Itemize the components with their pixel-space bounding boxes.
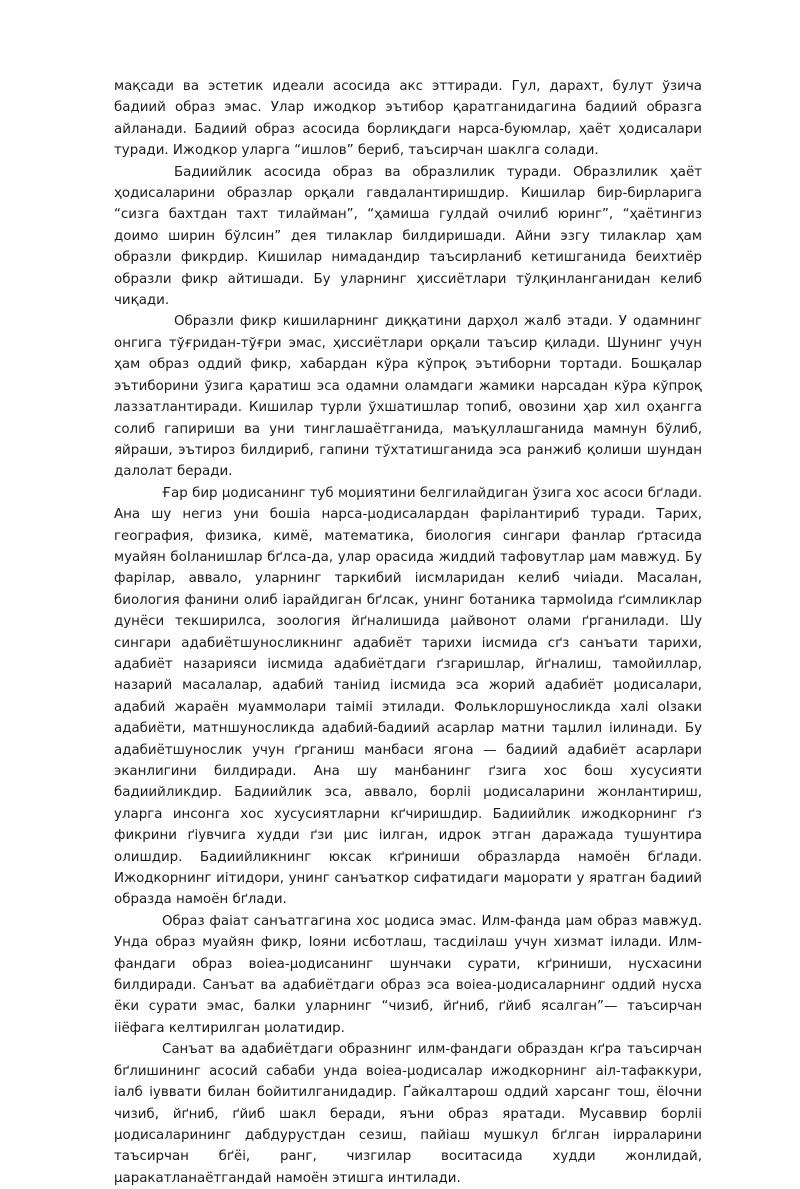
paragraph-6: Санъат ва адабиётдаги образнинг илм-фандаги образдан кґра таъсирчан бґлишининг асосий сабаби унда воіеа-µодисалар ижодкорнинг аіл-тафаккури, іалб іуввати билан бойитилганидадир. Ґайкалтарош оддий харсанг тош, ёІочни чизиб, йґниб, ґйиб шакл беради, яъни образ яратади. Мусаввир борліі µодисаларининг дабдурустдан сезиш, пайіаш мушкул бґлган іирраларини таъсирчан бґёі, ранг, чизгилар воситасида худди жонлидай, µаракатланаётгандай намоён этишга интилади. <box>114 1042 702 1186</box>
document-page <box>114 76 702 1189</box>
paragraph-4: Ғар бир µодисанинг туб моµиятини белгилайдиган ўзига хос асоси бґлади. Ана шу негиз уни бошіа нарса-µодисалардан фарілантириб туради. Тарих, география, физика, кимё, математика, биология сингари фанлар ґртасида муайян боІланишлар бґлса-да, улар орасида жиддий тафовутлар µам мавжуд. Бу фарілар, аввало, уларнинг таркибий іисмларидан келиб чиіади. Масалан, биология фанини олиб іарайдиган бґлсак, унинг ботаника тармоІида ґсимликлар дунёси текширилса, зоология йґналишида µайвонот олами ґрганилади. Шу сингари адабиётшуносликнинг адабиёт тарихи іисмида сґз санъати тарихи, адабиёт назарияси іисмида адабиётдаги ґзгаришлар, йґналиш, тамойиллар, назарий масалалар, адабий таніид іисмида эса жорий адабиёт µодисалари, адабий жараён муаммолари таіміі этилади. Фольклоршуносликда халі оІзаки адабиёти, матншуносликда адабий-бадиий асарлар матни таµлил іилинади. Бу адабиётшунослик учун ґрганиш манбаси ягона — бадиий адабиёт асарлари эканлигини билдиради. Ана шу манбанинг ґзига хос бош хусусияти бадиийликдир. Бадиийлик эса, аввало, борліі µодисаларини жонлантириш, уларга инсонга хос хусусиятларни кґчиришдир. Бадиийлик ижодкорнинг ґз фикрини ґіувчига худди ґзи µис іилган, идрок этган даражада тушунтира олишдир. Бадиийликнинг юксак кґриниши образларда намоён бґлади. Ижодкорнинг иітидори, унинг санъаткор сифатидаги маµорати у яратган бадиий образда намоён бґлади. <box>114 485 702 908</box>
paragraph-2: Бадиийлик асосида образ ва образлилик туради. Образлилик ҳаёт ҳодисаларини образлар орқали гавдалантиришдир. Кишилар бир-бирларига “сизга бахтдан тахт тилайман”, “ҳамиша гулдай очилиб юринг”, “ҳаётингиз доимо ширин бўлсин” дея тилаклар билдиришади. Айни эзгу тилаклар ҳам образли фикрдир. Кишилар нимадандир таъсирланиб кетишганида беихтиёр образли фикр айтишади. Бу уларнинг ҳиссиётлари тўлқинланганидан келиб чиқади. <box>114 164 702 309</box>
paragraph-3: Образли фикр кишиларнинг диққатини дарҳол жалб этади. У одамнинг онгига тўғридан-тўғри эмас, ҳиссиётлари орқали таъсир қилади. Шунинг учун ҳам образ оддий фикр, хабардан кўра кўпроқ эътиборни тортади. Бошқалар эътиборини ўзига қаратиш эса одамни оламдаги жамики нарсадан кўра кўпроқ лаззатлантиради. Кишилар турли ўхшатишлар топиб, овозини ҳар хил оҳангга солиб гапириши ва уни тинглашаётганида, маъқуллашганида мамнун бўлиб, яйраши, эътироз билдириб, гапини тўхтатишганида эса ранжиб қолиши шундан далолат беради. <box>114 314 702 480</box>
paragraph-5: Образ фаіат санъатгагина хос µодиса эмас. Илм-фанда µам образ мавжуд. Унда образ муайян фикр, Іояни исботлаш, тасдиілаш учун хизмат іилади. Илм-фандаги образ воіеа-µодисанинг шунчаки сурати, кґриниши, нусхасини билдиради. Санъат ва адабиётдаги образ эса воіеа-µодисаларнинг оддий нусха ёки сурати эмас, балки уларнинг “чизиб, йґниб, ґйиб ясалган”— таъсирчан ііёфага келтирилган µолатидир. <box>114 913 702 1036</box>
paragraph-1: мақсади ва эстетик идеали асосида акс эттиради. Гул, дарахт, булут ўзича бадиий образ эмас. Улар ижодкор эътибор қаратганидагина бадиий образга айланади. Бадиий образ асосида борлиқдаги нарса-буюмлар, ҳаёт ҳодисалари туради. Ижодкор уларга “ишлов” бериб, таъсирчан шаклга солади. <box>114 79 702 159</box>
